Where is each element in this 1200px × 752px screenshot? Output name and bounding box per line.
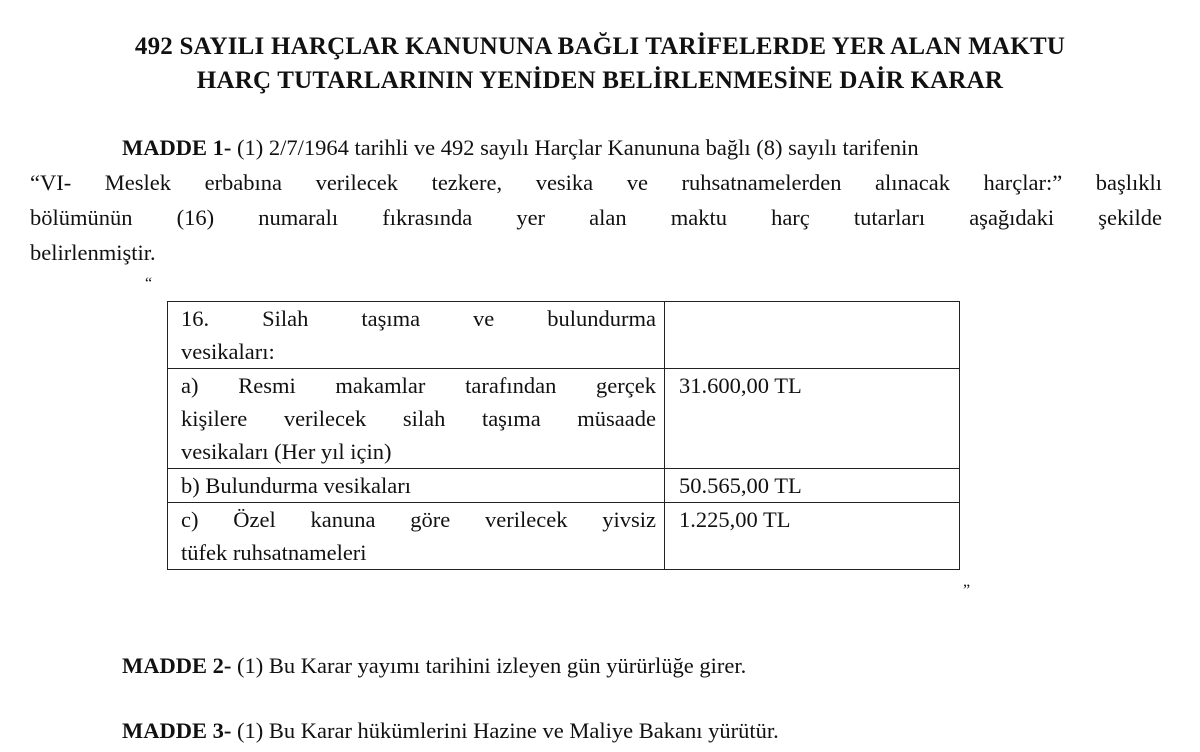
article-1-line-2: “VI- Meslek erbabına verilecek tezkere, vesika ve ruhsatnamelerden alınacak harçlar:” başlıklı (30, 170, 1162, 195)
table-cell-description (168, 302, 665, 369)
title-line-1: 492 SAYILI HARÇLAR KANUNUNA BAĞLI TARİFELERDE YER ALAN MAKTU (134, 33, 1066, 60)
row-1-line-2: vesikaları (Her yıl için) (181, 439, 392, 464)
article-1-line-4: belirlenmiştir. (30, 240, 156, 265)
table-row (168, 469, 960, 503)
article-1 (30, 130, 1162, 270)
table-row (168, 503, 960, 570)
table-cell-amount: 31.600,00 TL (665, 369, 960, 469)
table-row (168, 369, 960, 469)
title-line-2: HARÇ TUTARLARININ YENİDEN BELİRLENMESİNE DAİR KARAR (196, 67, 1004, 94)
table-cell-description (168, 469, 665, 503)
article-2-text: (1) Bu Karar yayımı tarihini izleyen gün yürürlüğe girer. (236, 653, 747, 678)
article-1-line-3: bölümünün (16) numaralı fıkrasında yer alan maktu harç tutarları aşağıdaki şekilde (30, 205, 1162, 230)
article-1-line-1 (122, 130, 1162, 165)
article-2-label: MADDE 2- (122, 653, 232, 678)
table-row (168, 302, 960, 369)
row-0-line-1: vesikaları: (181, 339, 275, 364)
table-cell-description (168, 369, 665, 469)
row-3-line-0: c) Özel kanuna göre verilecek yivsiz (181, 507, 656, 532)
closing-quote-mark: ” (963, 582, 971, 599)
article-3-label: MADDE 3- (122, 718, 232, 743)
table-cell-amount: 1.225,00 TL (665, 503, 960, 570)
article-2 (122, 648, 746, 683)
row-2-line-0: b) Bulundurma vesikaları (181, 473, 411, 498)
table-cell-amount (665, 302, 960, 369)
table-cell-description (168, 503, 665, 570)
article-3 (122, 713, 779, 748)
article-3-text: (1) Bu Karar hükümlerini Hazine ve Maliye Bakanı yürütür. (236, 718, 779, 743)
article-1-label: MADDE 1- (122, 135, 232, 160)
row-1-line-1: kişilere verilecek silah taşıma müsaade (181, 406, 656, 431)
opening-quote-mark: “ (145, 275, 153, 292)
row-3-line-1: tüfek ruhsatnameleri (181, 540, 367, 565)
article-1-text-1: (1) 2/7/1964 tarihli ve 492 sayılı Harçlar Kanununa bağlı (8) sayılı tarifenin (236, 135, 919, 160)
fee-table (167, 301, 960, 570)
row-0-line-0: 16. Silah taşıma ve bulundurma (181, 306, 656, 331)
table-cell-amount: 50.565,00 TL (665, 469, 960, 503)
document-title (0, 30, 1200, 98)
row-1-line-0: a) Resmi makamlar tarafından gerçek (181, 373, 656, 398)
